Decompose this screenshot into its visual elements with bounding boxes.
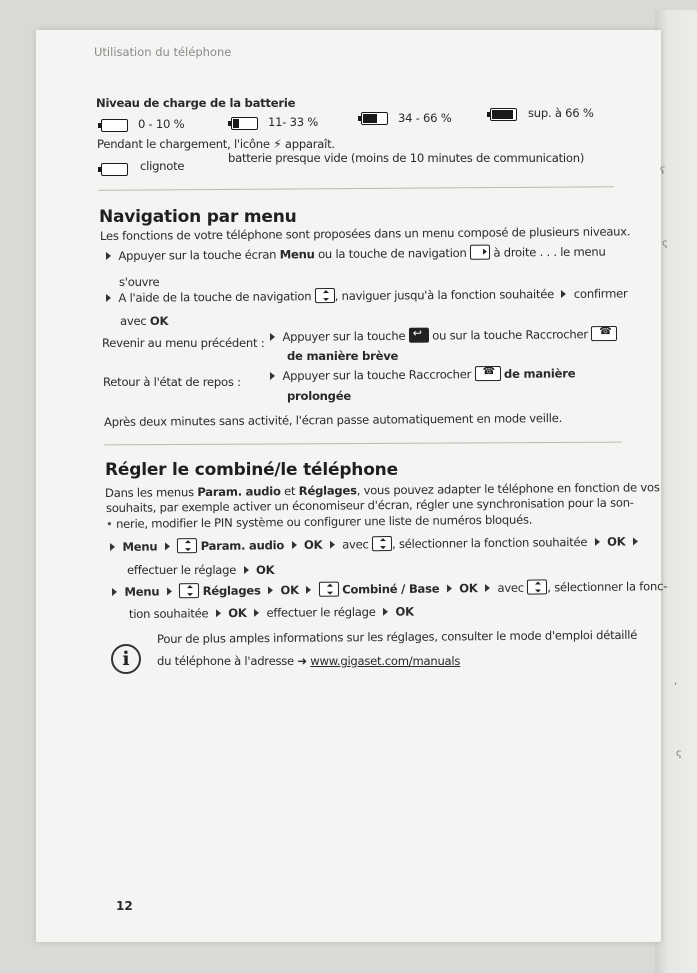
bullet-arrow-icon [270, 333, 275, 341]
arrow-icon [330, 541, 335, 549]
charging-text: Pendant le chargement, l'icône ⚡ apparaît. [97, 137, 335, 151]
bullet-arrow-icon [112, 588, 117, 596]
idle-instruction: Appuyer sur la touche Raccrocher ☎ de manière [266, 365, 575, 383]
nav-step-2-cont: avec OK [120, 314, 169, 328]
margin-mark: • [105, 516, 113, 531]
battery-mid-icon [361, 112, 388, 125]
arrow-icon [595, 538, 600, 546]
bullet-arrow-icon [106, 294, 111, 302]
info-icon: i [111, 644, 141, 674]
nav-step-2: A l'aide de la touche de navigation , naviguer jusqu'à la fonction souhaitée confirmer [102, 285, 628, 305]
next-page-edge [655, 10, 697, 973]
settings-path-audio: Menu Param. audio OK avec , sélectionner la fonction souhaitée OK [106, 533, 642, 554]
charging-bolt-icon: ⚡ [273, 137, 282, 151]
arrow-icon [216, 609, 221, 617]
page-mark: ς [676, 748, 682, 759]
battery-fill [363, 114, 377, 123]
nav-key-updown-icon [527, 579, 547, 594]
hang-up-key-icon [591, 326, 617, 341]
link-arrow-icon: ➜ [297, 654, 307, 668]
back-label: Revenir au menu précédent : [102, 336, 265, 350]
settings-path-base: Menu Réglages OK Combiné / Base OK avec , sélectionner la fonc- [108, 578, 667, 599]
battery-level-label: 0 - 10 % [138, 117, 185, 131]
back-instruction: Appuyer sur la touche ↩ ou sur la touche Raccrocher ☎ [266, 326, 617, 344]
page-mark: ʕ [660, 166, 666, 177]
nav-intro: Les fonctions de votre téléphone sont proposées dans un menu composé de plusieurs niveaux. [99, 224, 631, 243]
hang-up-key-icon [475, 366, 501, 381]
arrow-icon [633, 537, 638, 545]
running-header: Utilisation du téléphone [94, 45, 232, 59]
nav-key-updown-icon [177, 538, 197, 553]
info-note-1: Pour de plus amples informations sur les réglages, consulter le mode d'emploi détaillé [156, 627, 638, 646]
back-key-icon [409, 328, 429, 343]
arrow-icon [167, 587, 172, 595]
battery-level-label: 34 - 66 % [398, 111, 452, 125]
settings-heading: Régler le combiné/le téléphone [105, 460, 398, 480]
sleep-note: Après deux minutes sans activité, l'écran passe automatiquement en mode veille. [103, 411, 563, 429]
settings-path-base-cont: tion souhaitée OK effectuer le réglage OK [128, 604, 414, 621]
settings-intro-1: Dans les menus Param. audio et Réglages, vous pouvez adapter le téléphone en fonction de vos [104, 480, 660, 500]
idle-label: Retour à l'état de repos : [103, 375, 241, 389]
page-number: 12 [116, 899, 133, 913]
blink-description: batterie presque vide (moins de 10 minutes de communication) [228, 151, 585, 165]
arrow-icon [383, 608, 388, 616]
battery-fill [492, 110, 513, 119]
settings-intro-2: souhaits, par exemple activer un économiseur d'écran, régler une synchronisation pour la son- [105, 495, 634, 515]
page-mark: ς [662, 238, 668, 249]
blink-label: clignote [140, 159, 185, 173]
arrow-icon [244, 566, 249, 574]
arrow-icon [268, 586, 273, 594]
idle-instruction-cont: prolongée [287, 389, 351, 403]
battery-low-icon [231, 117, 258, 130]
info-note-2: du téléphone à l'adresse ➜ www.gigaset.com/manuals [157, 654, 461, 668]
nav-key-right-icon [470, 245, 490, 260]
arrow-icon [485, 584, 490, 592]
battery-level-label: sup. à 66 % [528, 106, 594, 120]
nav-key-updown-icon [179, 583, 199, 598]
arrow-icon [254, 609, 259, 617]
arrow-icon [291, 541, 296, 549]
page-mark: , [674, 676, 678, 687]
battery-empty-icon [101, 119, 128, 132]
bullet-arrow-icon [106, 252, 111, 260]
arrow-icon [306, 586, 311, 594]
nav-step-1: Appuyer sur la touche écran Menu ou la touche de navigation à droite . . . le menu [102, 244, 606, 263]
settings-intro-3: • nerie, modifier le PIN système ou configurer une liste de numéros bloqués. [105, 512, 533, 531]
bullet-arrow-icon [270, 372, 275, 380]
nav-key-updown-icon [372, 536, 392, 551]
battery-fill [233, 119, 239, 128]
settings-path-audio-cont: effectuer le réglage OK [127, 563, 275, 577]
manuals-link[interactable]: www.gigaset.com/manuals [310, 654, 461, 668]
arrow-icon [165, 542, 170, 550]
arrow-icon [447, 584, 452, 592]
bullet-arrow-icon [110, 543, 115, 551]
nav-heading: Navigation par menu [99, 207, 297, 227]
battery-level-label: 11- 33 % [268, 115, 319, 129]
nav-key-updown-icon [315, 288, 335, 303]
arrow-icon [561, 290, 566, 298]
back-instruction-cont: de manière brève [287, 349, 399, 363]
battery-title: Niveau de charge de la batterie [96, 96, 296, 110]
nav-key-updown-icon [319, 582, 339, 597]
nav-step-1-cont: s'ouvre [119, 275, 160, 289]
battery-blink-icon [101, 163, 128, 176]
battery-full-icon [490, 108, 517, 121]
